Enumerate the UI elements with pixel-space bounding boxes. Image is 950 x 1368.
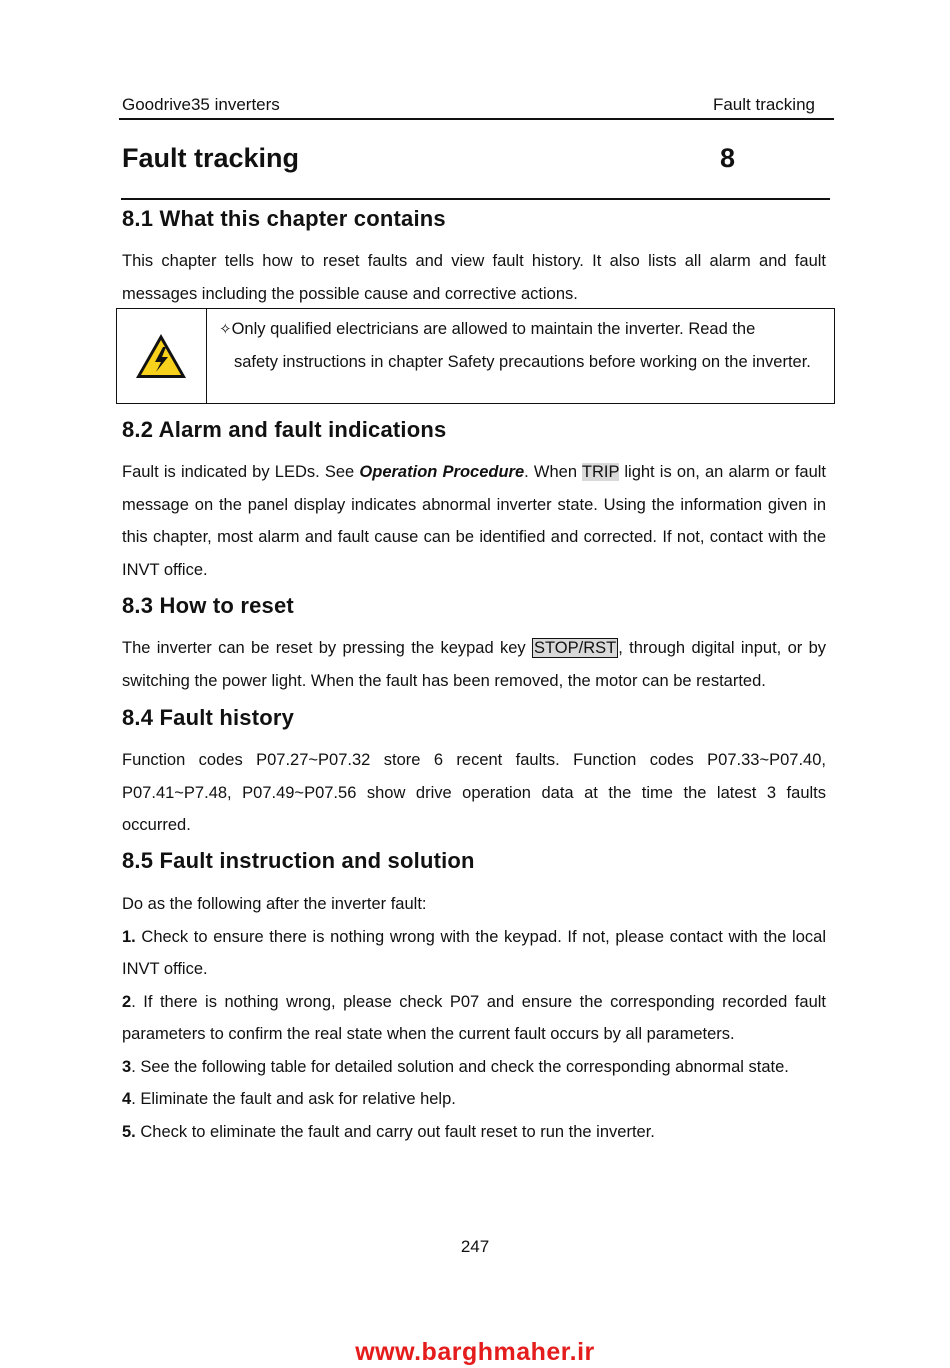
section-8-5-content <box>122 888 826 1148</box>
step-item <box>122 986 826 1051</box>
step-text: . See the following table for detailed solution and check the corresponding abnormal state. <box>131 1057 789 1076</box>
section-8-4-paragraph: Function codes P07.27~P07.32 store 6 recent faults. Function codes P07.33~P07.40, P07.41~P7.48, P07.49~P07.56 show drive operation data at the time the latest 3 faults occurred. <box>122 751 826 834</box>
section-8-1-paragraph: This chapter tells how to reset faults and view fault history. It also lists all alarm and fault messages including the possible cause and corrective actions. <box>122 252 826 303</box>
step-text: Check to eliminate the fault and carry out fault reset to run the inverter. <box>135 1122 655 1141</box>
chapter-number: 8 <box>720 143 736 173</box>
step-text: . Eliminate the fault and ask for relative help. <box>131 1090 456 1108</box>
chapter-title: Fault tracking <box>122 143 300 173</box>
section-heading-8-1: 8.1 What this chapter contains <box>122 206 446 231</box>
section-8-2-paragraph <box>122 456 826 586</box>
step-item <box>122 921 826 986</box>
step-item <box>122 1083 826 1116</box>
step-text: . If there is nothing wrong, please check P07 and ensure the corresponding recorded fault parameters to confirm the real state when the current fault occurs by all parameters. <box>122 992 826 1043</box>
warning-icon-cell <box>117 309 207 403</box>
running-header-left: Goodrive35 inverters <box>122 95 280 114</box>
trip-highlight: TRIP <box>581 463 620 481</box>
website-watermark: www.barghmaher.ir <box>355 1338 595 1366</box>
running-header-right: Fault tracking <box>712 95 815 114</box>
warning-text <box>219 313 825 378</box>
section-heading-8-4: 8.4 Fault history <box>122 705 295 730</box>
step-text: Check to ensure there is nothing wrong with the keypad. If not, please contact with the local INVT office. <box>122 927 826 978</box>
section-8-5-intro: Do as the following after the inverter fault: <box>122 895 427 913</box>
text-run: Fault is indicated by LEDs. See <box>122 463 360 481</box>
step-number: 4 <box>122 1090 132 1108</box>
step-item <box>122 1116 826 1149</box>
stop-rst-key-label: STOP/RST <box>534 639 617 657</box>
text-run: The inverter can be reset by pressing the keypad key <box>122 639 533 657</box>
safety-warning-box <box>116 308 835 404</box>
section-heading-8-3: 8.3 How to reset <box>122 593 294 618</box>
section-8-3-paragraph <box>122 632 826 697</box>
text-run: . When <box>524 463 582 481</box>
operation-procedure-reference: Operation Procedure <box>359 463 525 481</box>
text-run: , through digital input, or by switching the power light. When the fault has been removed, the motor can be restarted. <box>122 639 827 690</box>
page-number: 247 <box>460 1237 490 1256</box>
step-number: 5. <box>122 1122 136 1141</box>
warning-text-continuation: safety instructions in chapter Safety precautions before working on the inverter. <box>234 352 811 371</box>
step-number: 3 <box>122 1057 132 1076</box>
step-number: 1. <box>122 927 136 946</box>
text-run: light is on, an alarm or fault message on the panel display indicates abnormal inverter state. Using the information given in this chapter, most alarm and fault cause can be identified and corrected. If not, contact with the INVT office. <box>122 463 827 579</box>
section-heading-8-5: 8.5 Fault instruction and solution <box>122 848 475 873</box>
header-rule <box>119 118 834 120</box>
electric-hazard-icon <box>134 332 188 380</box>
chapter-rule <box>121 198 830 200</box>
section-heading-8-2: 8.2 Alarm and fault indications <box>122 417 447 442</box>
warning-bullet-icon: ✧ <box>219 320 232 338</box>
step-number: 2 <box>122 992 132 1011</box>
warning-text-first-line: Only qualified electricians are allowed to maintain the inverter. Read the <box>231 320 756 338</box>
step-item <box>122 1051 826 1084</box>
